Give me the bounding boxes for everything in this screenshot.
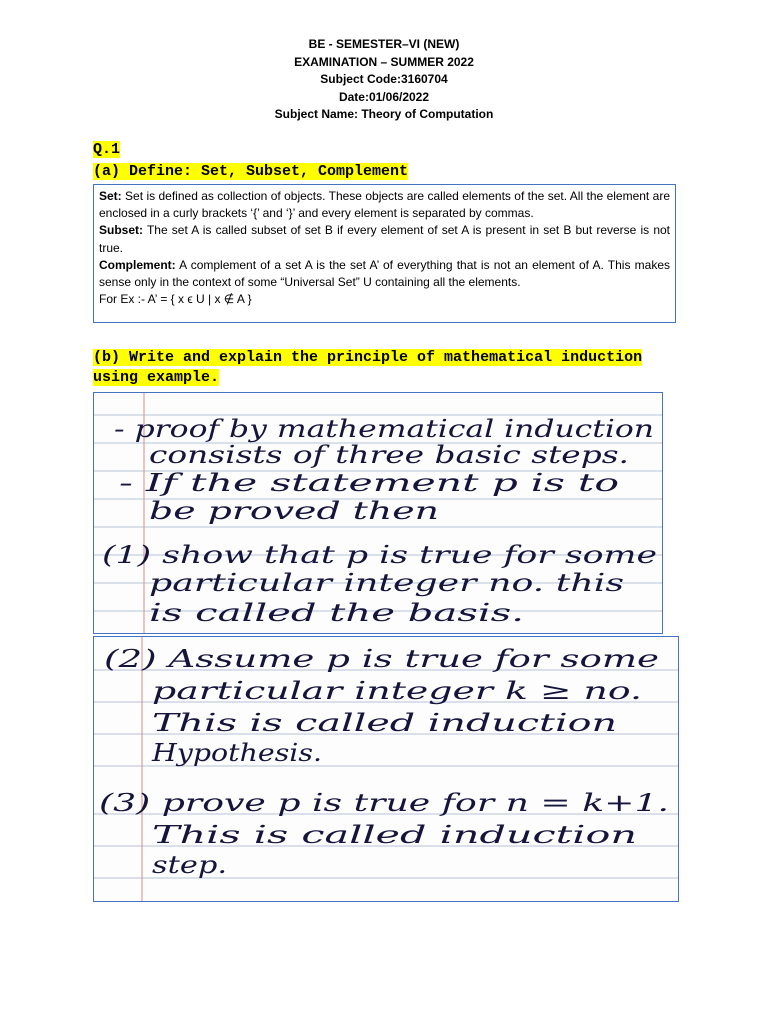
question-number-text: Q.1 (93, 141, 121, 158)
subject-code-line: Subject Code:3160704 (320, 72, 448, 87)
subset-text: The set A is called subset of set B if every element of set A is present in set B but reverse is not true. (99, 223, 670, 255)
hw1-line-3: - If the statement p is to (119, 469, 619, 497)
complement-definition (99, 257, 670, 291)
exam-header (0, 36, 768, 124)
part-b-title: (b) Write and explain the principle of mathematical induction using example. (93, 349, 643, 386)
set-definition (99, 188, 670, 222)
hw2-line-7: step. (152, 851, 227, 879)
hw2-line-6: This is called induction (152, 821, 637, 849)
hw1-line-7: is called the basis. (149, 599, 524, 627)
part-a-heading (93, 162, 408, 182)
complement-term: Complement: (99, 257, 176, 272)
hw1-line-6: particular integer no. this (149, 569, 624, 597)
question-number (93, 140, 120, 160)
hw1-line-2: consists of three basic steps. (149, 441, 629, 469)
hw2-line-5: (3) prove p is true for n = k+1. (99, 789, 669, 817)
hw1-line-5: (1) show that p is true for some (102, 541, 657, 569)
hw2-line-1: (2) Assume p is true for some (104, 645, 659, 673)
handwritten-answer-box-2 (93, 636, 679, 902)
part-b-heading (93, 348, 653, 388)
examination-line: EXAMINATION – SUMMER 2022 (294, 54, 474, 69)
date-line: Date:01/06/2022 (338, 89, 430, 104)
hw2-line-4: Hypothesis. (150, 739, 322, 767)
set-term: Set: (99, 189, 122, 203)
hw2-line-2: particular integer k ≥ no. (152, 677, 642, 705)
handwritten-page-1 (94, 393, 663, 634)
hw1-line-4: be proved then (149, 497, 439, 525)
hw2-line-3: This is called induction (152, 709, 617, 737)
hw1-line-1: - proof by mathematical induction (114, 415, 654, 443)
set-text: Set is defined as collection of objects. These objects are called elements of the set. All the element are enclosed in a curly brackets ‘{’ and ‘}’ and every element is separated by commas. (99, 189, 670, 221)
handwritten-answer-box-1 (93, 392, 663, 634)
subset-term: Subset: (99, 223, 144, 238)
complement-text: A complement of a set A is the set A’ of everything that is not an element of A. This makes sense only in the context of some “Universal Set” U containing all the elements. (99, 257, 670, 290)
semester-line: BE - SEMESTER–VI (NEW) (308, 37, 460, 51)
subject-name-line: Subject Name: Theory of Computation (274, 107, 494, 122)
handwritten-page-2 (94, 637, 679, 902)
complement-example: For Ex :- A’ = { x ϵ U | x ∉ A } (99, 292, 252, 307)
subset-definition (99, 222, 670, 256)
part-a-title: (a) Define: Set, Subset, Complement (93, 163, 409, 180)
part-a-answer-box (93, 184, 676, 323)
